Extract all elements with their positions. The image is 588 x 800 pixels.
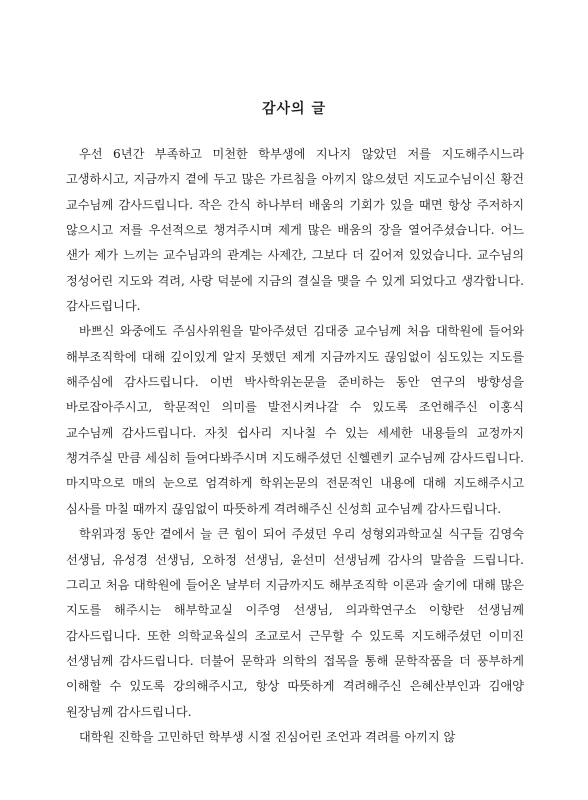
paragraph-advisor: 우선 6년간 부족하고 미천한 학부생에 지나지 않았던 저를 지도해주시느라 고생하시고, 지금까지 곁에 두고 많은 가르침을 아끼지 않으셨던 지도교수님이신 황건 교수님께 감사드립니다. 작은 간식 하나부터 배움의 기회가 있을 때면 항상 주저하지 않으시고 저를 우선적으로 챙겨주시며 제게 많은 배움의 장을 열어주셨습니다. 어느 샌가 제가 느끼는 교수님과의 관계는 사제간, 그보다 더 깊어져 있었습니다. 교수님의 정성어린 지도와 격려, 사랑 덕분에 지금의 결실을 맺을 수 있게 되었다고 생각합니다. 감사드립니다. xyxy=(66,147,524,314)
paragraph-graduate-school: 대학원 진학을 고민하던 학부생 시절 진심어린 조언과 격려를 아끼지 않 xyxy=(79,729,456,744)
acknowledgement-body xyxy=(66,142,524,750)
paragraph-committee: 바쁘신 와중에도 주심사위원을 맡아주셨던 김대중 교수님께 처음 대학원에 들어와 해부조직학에 대해 깊이있게 알지 못했던 제게 지금까지도 끊임없이 심도있는 지도를 해주심에 감사드립니다. 이번 박사학위논문을 준비하는 동안 연구의 방향성을 바로잡아주시고, 학문적인 의미를 발전시켜나갈 수 있도록 조언해주신 이홍식 교수님께 감사드립니다. 자칫 쉽사리 지나칠 수 있는 세세한 내용들의 교정까지 챙겨주실 만큼 세심히 들여다봐주시며 지도해주셨던 신헬렌키 교수님께 감사드립니다. 마지막으로 매의 눈으로 엄격하게 학위논문의 전문적인 내용에 대해 지도해주시고 심사를 마칠 때까지 끊임없이 따뜻하게 격려해주신 신성희 교수님께 감사드립니다. xyxy=(66,324,524,516)
paragraph-colleagues: 학위과정 동안 곁에서 늘 큰 힘이 되어 주셨던 우리 성형외과학교실 식구들 김영숙 선생님, 유성경 선생님, 오하정 선생님, 윤선미 선생님께 감사의 말씀을 드립니다. 그리고 처음 대학원에 들어온 날부터 지금까지도 해부조직학 이론과 술기에 대해 많은 지도를 해주시는 해부학교실 이주영 선생님, 의과학연구소 이향란 선생님께 감사드립니다. 또한 의학교육실의 조교로서 근무할 수 있도록 지도해주셨던 이미진 선생님께 감사드립니다. 더불어 문학과 의학의 접목을 통해 문학작품을 더 풍부하게 이해할 수 있도록 강의해주시고, 항상 따뜻하게 격려해주신 은혜산부인과 김애양 원장님께 감사드립니다. xyxy=(66,527,524,719)
page-title: 감사의 글 xyxy=(262,101,326,117)
